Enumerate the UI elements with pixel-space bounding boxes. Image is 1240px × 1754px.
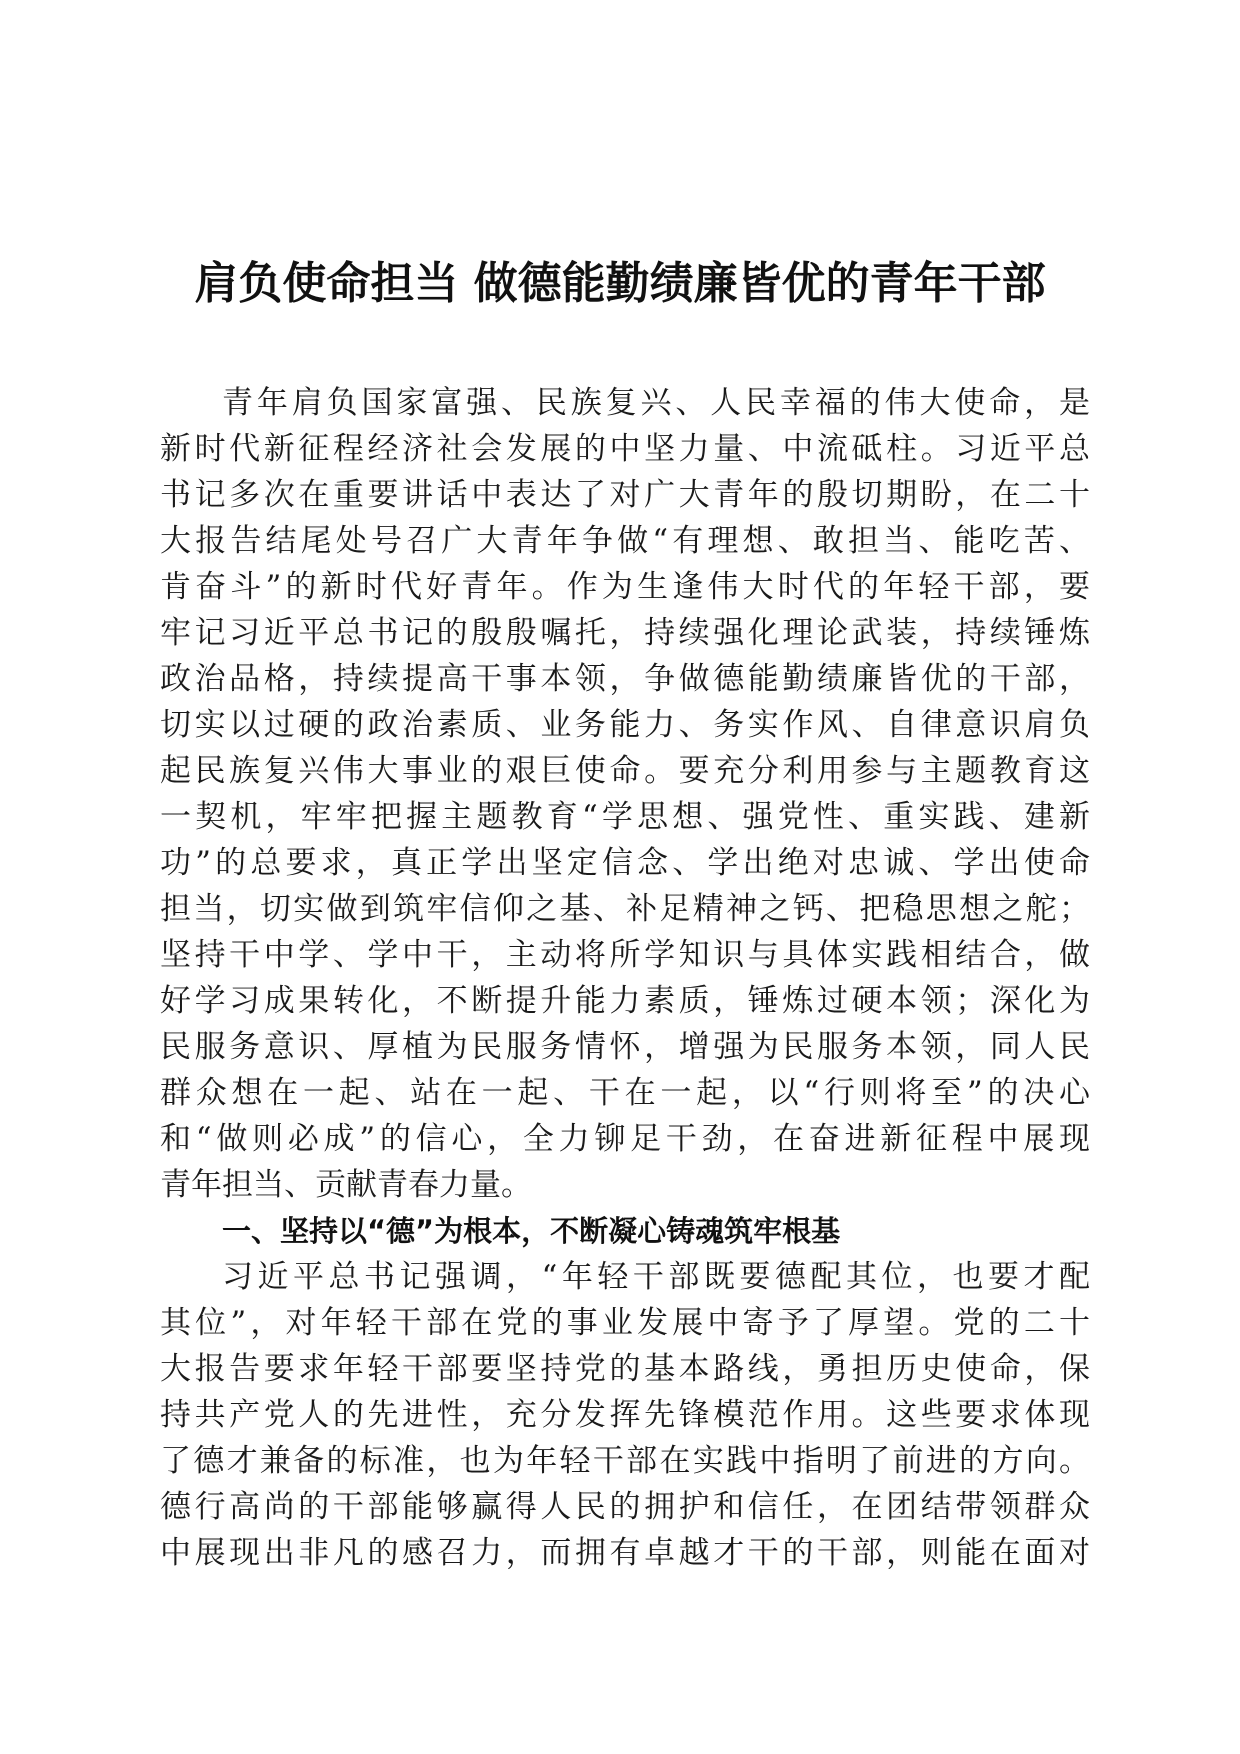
- text-line: 大报告结尾处号召广大青年争做“有理想、敢担当、能吃苦、: [160, 523, 1090, 559]
- text-line: 一契机，牢牢把握主题教育“学思想、强党性、重实践、建新: [160, 799, 1090, 835]
- text-line: 切实以过硬的政治素质、业务能力、务实作风、自律意识肩负: [160, 707, 1090, 743]
- paragraph-section-1: [160, 1254, 1090, 1576]
- section-heading: 一、坚持以“德”为根本，不断凝心铸魂筑牢根基: [222, 1214, 841, 1248]
- text-line: 起民族复兴伟大事业的艰巨使命。要充分利用参与主题教育这: [160, 753, 1090, 789]
- text-line: 民服务意识、厚植为民服务情怀，增强为民服务本领，同人民: [160, 1029, 1090, 1065]
- text-line: 习近平总书记强调，“年轻干部既要德配其位，也要才配: [222, 1259, 1090, 1295]
- text-line: 坚持干中学、学中干，主动将所学知识与具体实践相结合，做: [160, 937, 1090, 973]
- text-line: 德行高尚的干部能够赢得人民的拥护和信任，在团结带领群众: [160, 1489, 1090, 1525]
- text-line: 青年肩负国家富强、民族复兴、人民幸福的伟大使命，是: [222, 385, 1090, 421]
- document-title: 肩负使命担当 做德能勤绩廉皆优的青年干部: [194, 258, 1046, 309]
- text-line: 好学习成果转化，不断提升能力素质，锤炼过硬本领；深化为: [160, 983, 1090, 1019]
- text-line: 了德才兼备的标准，也为年轻干部在实践中指明了前进的方向。: [160, 1443, 1090, 1479]
- text-line: 群众想在一起、站在一起、干在一起，以“行则将至”的决心: [160, 1075, 1090, 1111]
- text-line: 持共产党人的先进性，充分发挥先锋模范作用。这些要求体现: [160, 1397, 1090, 1433]
- text-line: 担当，切实做到筑牢信仰之基、补足精神之钙、把稳思想之舵；: [160, 891, 1090, 927]
- text-line: 书记多次在重要讲话中表达了对广大青年的殷切期盼，在二十: [160, 477, 1090, 513]
- text-line: 功”的总要求，真正学出坚定信念、学出绝对忠诚、学出使命: [160, 845, 1090, 881]
- text-line: 青年担当、贡献青春力量。: [160, 1167, 532, 1203]
- paragraph-intro: [160, 380, 1090, 1208]
- text-line: 牢记习近平总书记的殷殷嘱托，持续强化理论武装，持续锤炼: [160, 615, 1090, 651]
- text-line: 和“做则必成”的信心，全力铆足干劲，在奋进新征程中展现: [160, 1121, 1090, 1157]
- text-line: 肯奋斗”的新时代好青年。作为生逢伟大时代的年轻干部，要: [160, 569, 1090, 605]
- text-line: 政治品格，持续提高干事本领，争做德能勤绩廉皆优的干部，: [160, 661, 1090, 697]
- text-line: 其位”，对年轻干部在党的事业发展中寄予了厚望。党的二十: [160, 1305, 1090, 1341]
- text-line: 大报告要求年轻干部要坚持党的基本路线，勇担历史使命，保: [160, 1351, 1090, 1387]
- text-line: 中展现出非凡的感召力，而拥有卓越才干的干部，则能在面对: [160, 1535, 1090, 1571]
- text-line: 新时代新征程经济社会发展的中坚力量、中流砥柱。习近平总: [160, 431, 1090, 467]
- document-body: [160, 380, 1090, 1576]
